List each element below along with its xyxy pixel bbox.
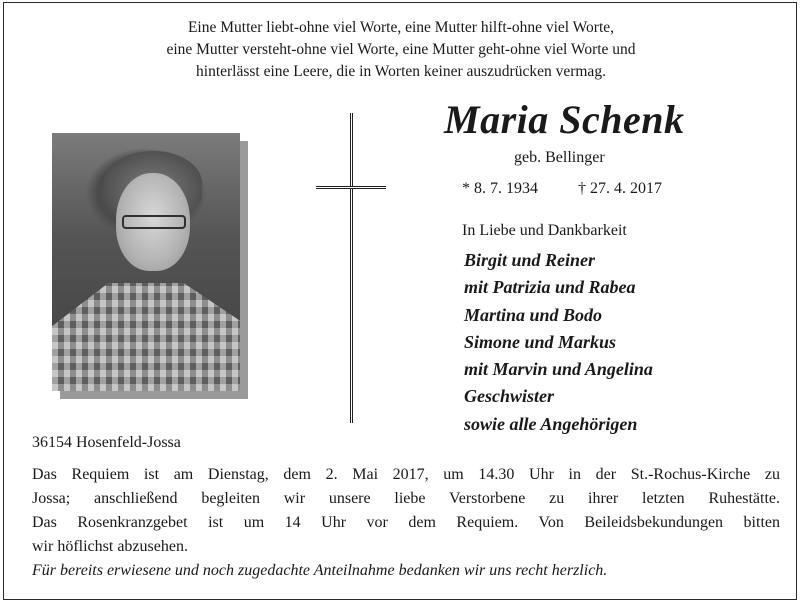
poem-line: eine Mutter versteht-ohne viel Worte, eine Mutter geht-ohne viel Worte und <box>166 41 636 58</box>
mourner-line: Geschwister <box>464 386 554 407</box>
death-date: † 27. 4. 2017 <box>578 180 662 197</box>
photo-shirt <box>52 283 240 391</box>
life-dates <box>462 179 662 199</box>
requiem-line: Das Requiem ist am Dienstag, dem 2. Mai 2017, um 14.30 Uhr in der St.-Rochus-Kirche zu <box>32 466 780 483</box>
mourners-intro: In Liebe und Dankbarkeit <box>462 222 627 239</box>
mourner-line: mit Marvin und Angelina <box>464 359 653 380</box>
mourners-list <box>464 247 653 438</box>
cross-icon <box>350 113 353 423</box>
poem <box>4 17 798 83</box>
cross-crossbar <box>316 186 386 189</box>
thanks-line: Für bereits erwiesene und noch zugedachte Anteilnahme bedanken wir uns recht herzlich. <box>32 562 608 579</box>
requiem-line: Das Rosenkranzgebet ist um 14 Uhr vor dem Requiem. Von Beileidsbekundungen bitten <box>32 514 780 531</box>
place-line: 36154 Hosenfeld-Jossa <box>32 434 181 451</box>
poem-line: hinterlässt eine Leere, die in Worten keiner auszudrücken vermag. <box>196 63 606 80</box>
mourner-line: Simone und Markus <box>464 331 617 352</box>
mourner-line: mit Patrizia und Rabea <box>464 277 636 298</box>
portrait-photo <box>52 133 240 391</box>
birth-date: * 8. 7. 1934 <box>462 180 538 197</box>
birth-name: geb. Bellinger <box>514 149 605 166</box>
obituary-notice <box>3 2 797 600</box>
requiem-line: wir höflichst abzusehen. <box>32 538 188 555</box>
deceased-name: Maria Schenk <box>444 97 685 142</box>
mourner-line: Martina und Bodo <box>464 304 603 325</box>
mourner-line: sowie alle Angehörigen <box>464 413 638 434</box>
requiem-line: Jossa; anschließend begleiten wir unsere liebe Verstorbene zu ihrer letzten Ruhestätte. <box>32 490 780 507</box>
mourner-line: Birgit und Reiner <box>464 250 596 270</box>
requiem-text <box>32 463 780 559</box>
poem-line: Eine Mutter liebt-ohne viel Worte, eine Mutter hilft-ohne viel Worte, <box>187 19 615 36</box>
photo-glasses <box>122 215 186 229</box>
